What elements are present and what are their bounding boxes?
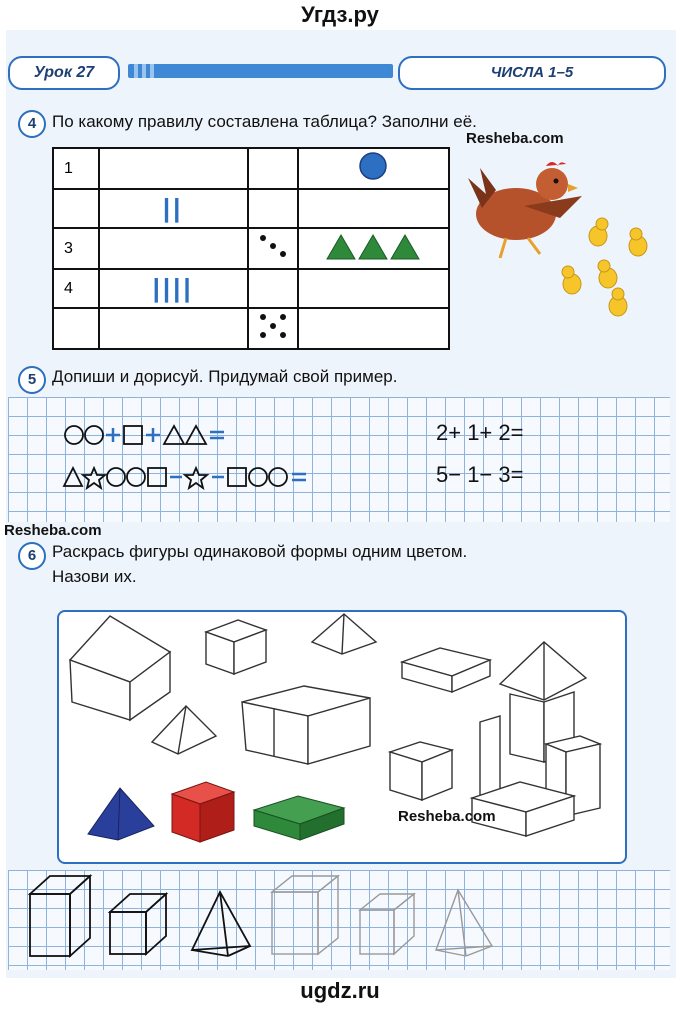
row-number: 1 <box>53 148 99 189</box>
sticks-cell <box>99 189 248 228</box>
shapes-cell[interactable] <box>298 189 450 228</box>
pyramid-mid <box>152 706 216 754</box>
sticks-cell[interactable] <box>99 148 248 189</box>
die-five-dots-icon <box>253 309 293 343</box>
hen-with-chicks-illustration <box>464 148 664 328</box>
rule-table <box>52 147 450 350</box>
picture-expression-1 <box>62 420 302 450</box>
table-row <box>53 189 449 228</box>
task4-question: По какому правилу составлена таблица? Заполни её. <box>52 112 477 131</box>
topic-label: ЧИСЛА 1–5 <box>398 56 666 90</box>
dots-cell <box>248 228 298 269</box>
tower-block-front <box>510 694 544 762</box>
dots-cell[interactable] <box>248 269 298 308</box>
number-expression-2: 5− 1− 3= <box>436 462 524 487</box>
sticks: |||| <box>152 273 194 303</box>
number-expression-1: 2+ 1+ 2= <box>436 420 524 445</box>
table-row <box>53 308 449 349</box>
shapes-cell[interactable] <box>298 148 450 189</box>
sticks-cell <box>99 269 248 308</box>
task6-line1: Раскрась фигуры одинаковой формы одним цветом. <box>52 542 468 561</box>
row-number: 3 <box>53 228 99 269</box>
dots-cell[interactable] <box>248 148 298 189</box>
lesson-label: Урок 27 <box>8 56 120 90</box>
header-bar <box>128 64 393 78</box>
blue-pyramid <box>88 788 154 840</box>
task-number-5: 5 <box>18 366 46 394</box>
task5-grid[interactable] <box>8 397 670 522</box>
watermark: Resheba.com <box>398 808 496 825</box>
tower-pyramid <box>500 642 586 700</box>
bar-tick <box>134 64 138 78</box>
site-header-text: Угдз.ру <box>301 2 379 27</box>
table-row <box>53 228 449 269</box>
sticks: || <box>162 193 184 223</box>
task6-line2: Назови их. <box>52 567 137 586</box>
row-number[interactable] <box>53 308 99 349</box>
shapes-cell[interactable] <box>298 269 450 308</box>
dots-cell <box>248 308 298 349</box>
shapes-cell[interactable] <box>298 308 450 349</box>
task-number-6: 6 <box>18 542 46 570</box>
shapes-drawing[interactable] <box>60 612 620 858</box>
shapes-cell <box>298 228 450 269</box>
table-row <box>53 269 449 308</box>
three-green-triangles-icon <box>323 229 423 263</box>
table-row <box>53 148 449 189</box>
dots-cell[interactable] <box>248 189 298 228</box>
blue-circle-icon <box>353 149 393 183</box>
picture-expression-2 <box>62 462 322 492</box>
sticks-cell[interactable] <box>99 228 248 269</box>
watermark: Resheba.com <box>466 130 564 147</box>
bar-tick <box>142 64 146 78</box>
watermark: Resheba.com <box>4 522 102 539</box>
bar-tick <box>150 64 154 78</box>
site-footer-text: ugdz.ru <box>300 978 380 1003</box>
row-number: 4 <box>53 269 99 308</box>
die-three-dots-icon <box>253 229 293 263</box>
task5-question: Допиши и дорисуй. Придумай свой пример. <box>52 367 398 386</box>
task-number-4: 4 <box>18 110 46 138</box>
shape-outlines <box>20 870 520 966</box>
sticks-cell[interactable] <box>99 308 248 349</box>
row-number[interactable] <box>53 189 99 228</box>
